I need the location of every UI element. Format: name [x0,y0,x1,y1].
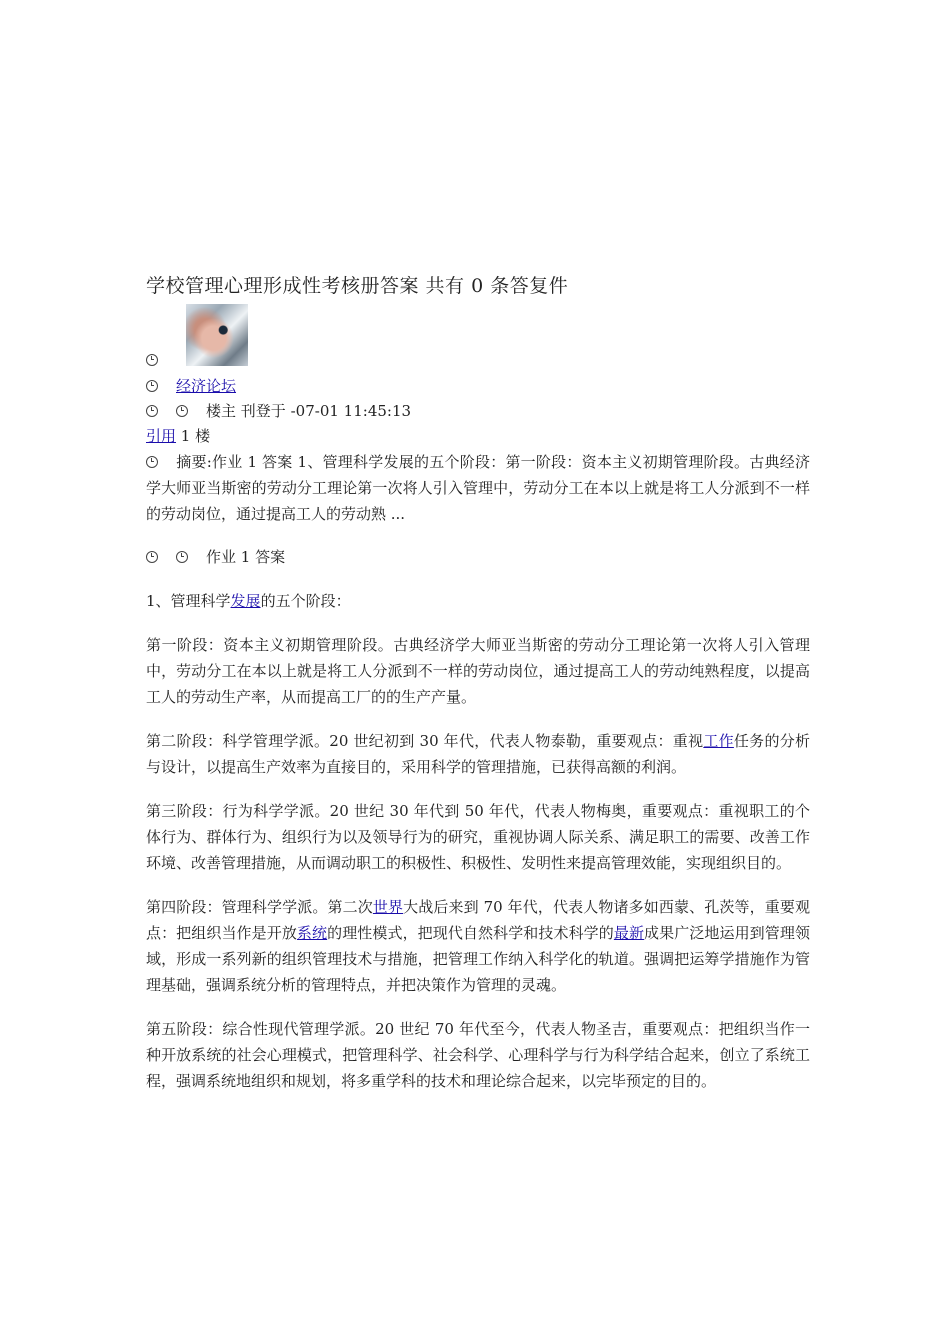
stage3-paragraph: 第三阶段：行为科学学派。20 世纪 30 年代到 50 年代，代表人物梅奥，重要观点：重视职工的个体行为、群体行为、组织行为以及领导行为的研究，重视协调人际关系、满足职工的需要、改善工作环境、改善管理措施，从而调动职工的积极性、积极性、发明性来提高管理效能，实现组织目的。 [146,802,810,872]
system-link[interactable]: 系统 [296,924,328,942]
development-link[interactable]: 发展 [230,592,261,610]
stage4-paragraph [146,894,810,998]
stage1-paragraph: 第一阶段：资本主义初期管理阶段。古典经济学大师亚当斯密的劳动分工理论第一次将人引入管理中，劳动分工在本以上就是将工人分派到不一样的劳动岗位，通过提高工人的劳动纯熟程度，以提高工人的劳动生产率，从而提高工厂的的生产产量。 [146,636,810,706]
post-meta-line [146,399,810,424]
posted-prefix: 刊登于 [240,402,286,420]
stage4-text-end: 成果广泛地运用到管理领域，形成一系列新的组织管理技术与措施，把管理工作纳入科学化的轨道。强调把运筹学措施作为管理基础，强调系统分析的管理特点，并把决策作为管理的灵魂。 [146,924,810,994]
clock-icon [146,380,158,392]
quote-line [146,424,810,449]
latest-link[interactable]: 最新 [613,924,645,942]
forum-link[interactable]: 经济论坛 [176,377,237,395]
world-link[interactable]: 世界 [372,898,404,916]
clock-icon [176,551,188,563]
content-heading: 作业 1 答案 [206,548,286,566]
stage4-text: 第四阶段：管理科学学派。第二次 [146,898,373,916]
intro-paragraph [146,588,810,614]
intro-text: 1、管理科学 [146,592,231,610]
summary-paragraph [146,449,810,527]
stage4-text-2: 大战后来到 70 年代，代表人物诸多如西蒙、孔茨等，重要观点：把组织当作是开放 [146,898,810,942]
summary-text: 摘要:作业 1 答案 1、管理科学发展的五个阶段：第一阶段：资本主义初期管理阶段。古典经济学大师亚当斯密的劳动分工理论第一次将人引入管理中，劳动分工在本以上就是将工人分派到不一样的劳动岗位，通过提高工人的劳动熟 ... [146,453,810,523]
clock-icon [176,405,188,417]
avatar[interactable] [186,304,248,366]
author-avatar-row [146,304,810,366]
forum-line [146,374,810,399]
work-link[interactable]: 工作 [703,732,734,750]
posted-time: -07-01 11:45:13 [290,402,412,420]
post-page [146,272,810,1094]
stage2-text-end: 任务的分析与设计，以提高生产效率为直接目的，采用科学的管理措施，已获得高额的利润。 [146,732,810,776]
post-role: 楼主 [206,402,237,420]
clock-icon [146,405,158,417]
clock-icon [146,354,158,366]
intro-text-end: 的五个阶段： [260,592,351,610]
floor-number: 1 楼 [180,427,211,445]
stage5-paragraph: 第五阶段：综合性现代管理学派。20 世纪 70 年代至今，代表人物圣吉，重要观点：把组织当作一种开放系统的社会心理模式，把管理科学、社会科学、心理科学与行为科学结合起来，创立了系统工程，强调系统地组织和规划，将多重学科的技术和理论综合起来，以完毕预定的目的。 [146,1020,810,1090]
page-title: 学校管理心理形成性考核册答案 共有 0 条答复件 [146,275,569,297]
stage2-paragraph [146,728,810,780]
clock-icon [146,551,158,563]
stage4-text-3: 的理性模式，把现代自然科学和技术科学的 [327,924,614,942]
stage2-text: 第二阶段：科学管理学派。20 世纪初到 30 年代，代表人物泰勒，重要观点：重视 [146,732,704,750]
quote-link[interactable]: 引用 [146,427,177,445]
clock-icon [146,456,158,468]
content-heading-line [146,545,810,570]
